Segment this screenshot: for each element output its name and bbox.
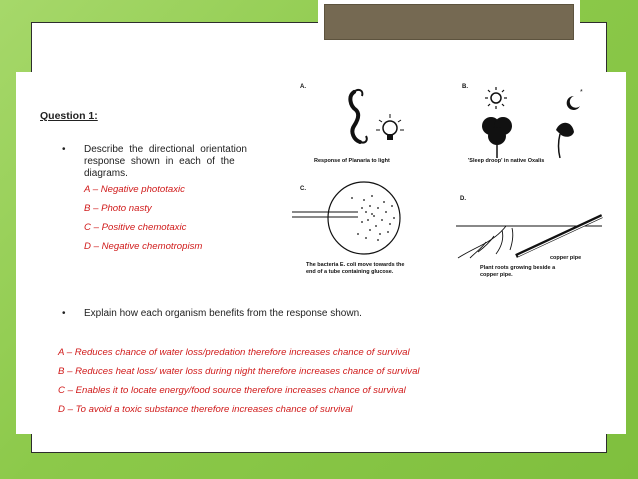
svg-text:*: * bbox=[580, 89, 583, 96]
answer-c2: C – Enables it to locate energy/food source therefore increases chance of survival bbox=[58, 385, 406, 396]
answer-d2: D – To avoid a toxic substance therefore increases chance of survival bbox=[58, 404, 353, 415]
diagram-b-caption: 'Sleep droop' in native Oxalis bbox=[468, 158, 545, 164]
roots-pipe-icon bbox=[456, 202, 604, 264]
answer-a2: A – Reduces chance of water loss/predation therefore increases chance of survival bbox=[58, 347, 410, 358]
diagram-a-caption: Response of Planaria to light bbox=[314, 158, 390, 164]
prompt1-line-3: diagrams. bbox=[84, 168, 128, 179]
diagram-d-label: D. bbox=[460, 196, 466, 202]
question-title: Question 1: bbox=[40, 110, 98, 122]
bacteria-dish-icon bbox=[292, 178, 432, 262]
oxalis-icon bbox=[468, 86, 588, 160]
answer-a1: A – Negative phototaxic bbox=[84, 184, 185, 195]
diagram-c-label: C. bbox=[300, 186, 306, 192]
diagram-d-pipe-label: copper pipe bbox=[550, 255, 582, 261]
prompt2: Explain how each organism benefits from the response shown. bbox=[84, 308, 362, 319]
title-placeholder[interactable] bbox=[318, 0, 580, 46]
answer-c1: C – Positive chemotaxic bbox=[84, 222, 187, 233]
question-image bbox=[16, 72, 626, 434]
diagram-d-caption-1: Plant roots growing beside a bbox=[480, 265, 556, 271]
answer-b2: B – Reduces heat loss/ water loss during night therefore increases chance of survival bbox=[58, 366, 420, 377]
prompt1-line-2: response shown in each of the bbox=[84, 156, 235, 167]
diagram-a-label: A. bbox=[300, 84, 306, 90]
title-bar bbox=[324, 4, 574, 40]
bullet-2: • bbox=[62, 308, 66, 319]
answer-d1: D – Negative chemotropism bbox=[84, 241, 203, 252]
bullet-1: • bbox=[62, 144, 66, 155]
diagram-c-caption-2: end of a tube containing glucose. bbox=[306, 269, 394, 275]
diagram-c-caption-1: The bacteria E. coli move towards the bbox=[306, 262, 405, 268]
diagram-d-caption-2: copper pipe. bbox=[480, 272, 513, 278]
answer-b1: B – Photo nasty bbox=[84, 203, 152, 214]
prompt1-line-1: Describe the directional orientation bbox=[84, 144, 247, 155]
diagram-b-label: B. bbox=[462, 84, 468, 90]
planaria-icon bbox=[336, 84, 416, 156]
